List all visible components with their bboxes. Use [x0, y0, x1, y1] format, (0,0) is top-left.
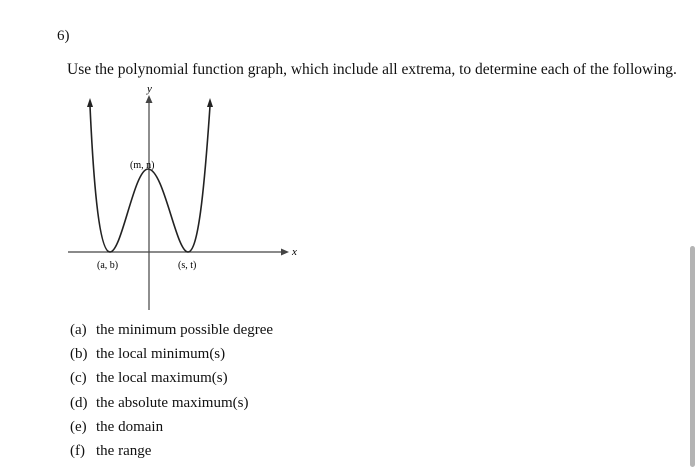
- question-prompt: Use the polynomial function graph, which include all extrema, to determine each of the following.: [67, 61, 677, 78]
- curve-right-arrow: [207, 98, 213, 107]
- part-a: [70, 318, 273, 342]
- part-marker: (c): [70, 370, 87, 387]
- part-marker: (e): [70, 418, 87, 435]
- part-b: [70, 342, 273, 366]
- right-min-label: (s, t): [178, 260, 197, 271]
- part-text: the domain: [96, 418, 164, 435]
- polynomial-curve: [90, 106, 210, 252]
- part-text: the minimum possible degree: [96, 322, 274, 338]
- x-axis-arrow: [281, 249, 289, 256]
- x-axis-label: x: [292, 246, 297, 258]
- left-min-label: (a, b): [97, 260, 119, 271]
- question-number: 6): [57, 28, 70, 44]
- polynomial-graph: [60, 84, 300, 316]
- part-f: [70, 439, 273, 463]
- part-e: [70, 415, 273, 439]
- part-d: [70, 391, 273, 415]
- part-text: the absolute maximum(s): [96, 394, 249, 411]
- y-axis-label: y: [147, 84, 152, 95]
- y-axis-arrow: [146, 95, 153, 103]
- part-marker: (f): [70, 442, 85, 459]
- part-marker: (a): [70, 322, 87, 338]
- part-text: the local maximum(s): [96, 370, 228, 387]
- parts-list: [70, 318, 273, 463]
- curve-left-arrow: [87, 98, 93, 107]
- part-marker: (b): [70, 346, 88, 363]
- part-c: [70, 366, 273, 390]
- local-max-label: (m, n): [130, 160, 155, 171]
- part-text: the range: [96, 442, 152, 459]
- part-text: the local minimum(s): [96, 346, 226, 363]
- vertical-scrollbar[interactable]: [690, 246, 695, 467]
- part-marker: (d): [70, 394, 88, 411]
